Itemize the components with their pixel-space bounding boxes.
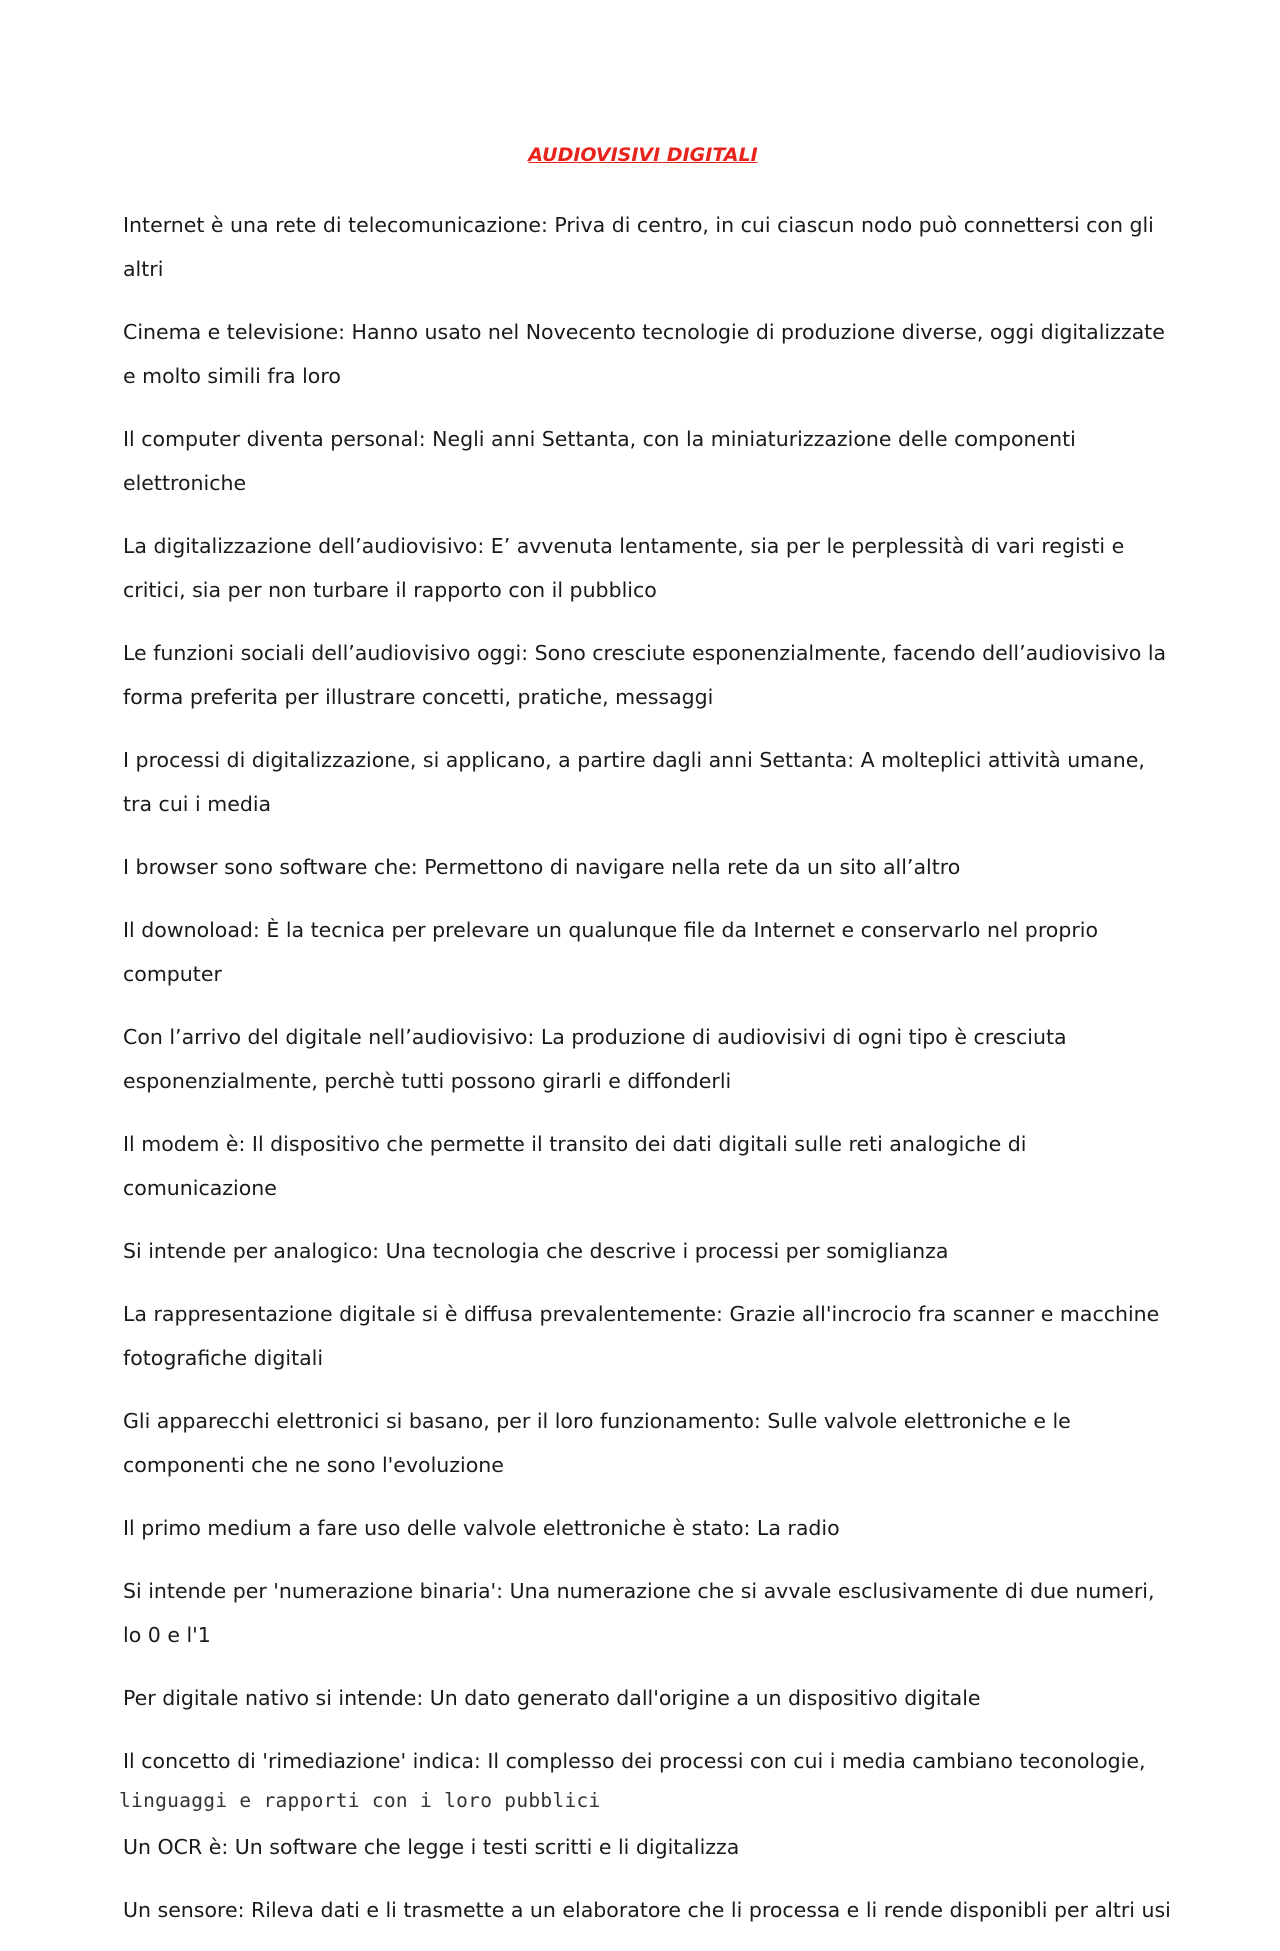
entry-rimediazione-tail: linguaggi e rapporti con i loro pubblici xyxy=(119,1789,601,1812)
entry-paragraph: Internet è una rete di telecomunicazione: Priva di centro, in cui ciascun nodo può connettersi con gli altri xyxy=(123,213,1154,281)
entry-list xyxy=(119,203,1173,1951)
entry-paragraph: Il primo medium a fare uso delle valvole elettroniche è stato: La radio xyxy=(123,1516,840,1540)
entry-paragraph: I browser sono software che: Permettono di navigare nella rete da un sito all’altro xyxy=(123,855,961,879)
entry-paragraph: Per digitale nativo si intende: Un dato generato dall'origine a un dispositivo digitale xyxy=(123,1686,981,1710)
entry-paragraph: Si intende per analogico: Una tecnologia che descrive i processi per somiglianza xyxy=(123,1239,949,1263)
entry-paragraph: Il downoload: È la tecnica per prelevare un qualunque file da Internet e conservarlo nel proprio computer xyxy=(123,918,1099,986)
entry-paragraph-rimediazione xyxy=(119,1739,1173,1819)
entry-paragraph: I processi di digitalizzazione, si applicano, a partire dagli anni Settanta: A molteplici attività umane, tra cui i media xyxy=(123,748,1145,816)
entry-paragraph: Con l’arrivo del digitale nell’audiovisivo: La produzione di audiovisivi di ogni tipo è cresciuta esponenzialmente, perchè tutti possono girarli e diffonderli xyxy=(123,1025,1067,1093)
entry-paragraph: Cinema e televisione: Hanno usato nel Novecento tecnologie di produzione diverse, oggi digitalizzate e molto simili fra loro xyxy=(123,320,1165,388)
entry-rimediazione-head: Il concetto di 'rimediazione' indica: Il complesso dei processi con cui i media cambiano teconologie, xyxy=(123,1749,1146,1773)
entry-paragraph: Le funzioni sociali dell’audiovisivo oggi: Sono cresciute esponenzialmente, facendo dell’audiovisivo la forma preferita per illustrare concetti, pratiche, messaggi xyxy=(123,641,1167,709)
entry-paragraph: Un OCR è: Un software che legge i testi scritti e li digitalizza xyxy=(123,1835,740,1859)
entry-paragraph: Il computer diventa personal: Negli anni Settanta, con la miniaturizzazione delle componenti elettroniche xyxy=(123,427,1076,495)
document-title: AUDIOVISIVI DIGITALI xyxy=(528,144,758,166)
entry-paragraph: Un sensore: Rileva dati e li trasmette a un elaboratore che li processa e li rende disponibli per altri usi xyxy=(123,1898,1171,1922)
entry-paragraph: La digitalizzazione dell’audiovisivo: E’ avvenuta lentamente, sia per le perplessità di vari registi e critici, sia per non turbare il rapporto con il pubblico xyxy=(123,534,1125,602)
entry-paragraph: Si intende per 'numerazione binaria': Una numerazione che si avvale esclusivamente di due numeri, lo 0 e l'1 xyxy=(123,1579,1155,1647)
entry-paragraph: Il modem è: Il dispositivo che permette il transito dei dati digitali sulle reti analogiche di comunicazione xyxy=(123,1132,1027,1200)
entry-paragraph: La rappresentazione digitale si è diffusa prevalentemente: Grazie all'incrocio fra scanner e macchine fotografiche digitali xyxy=(123,1302,1160,1370)
entry-paragraph: Gli apparecchi elettronici si basano, per il loro funzionamento: Sulle valvole elettroniche e le componenti che ne sono l'evoluzione xyxy=(123,1409,1071,1477)
